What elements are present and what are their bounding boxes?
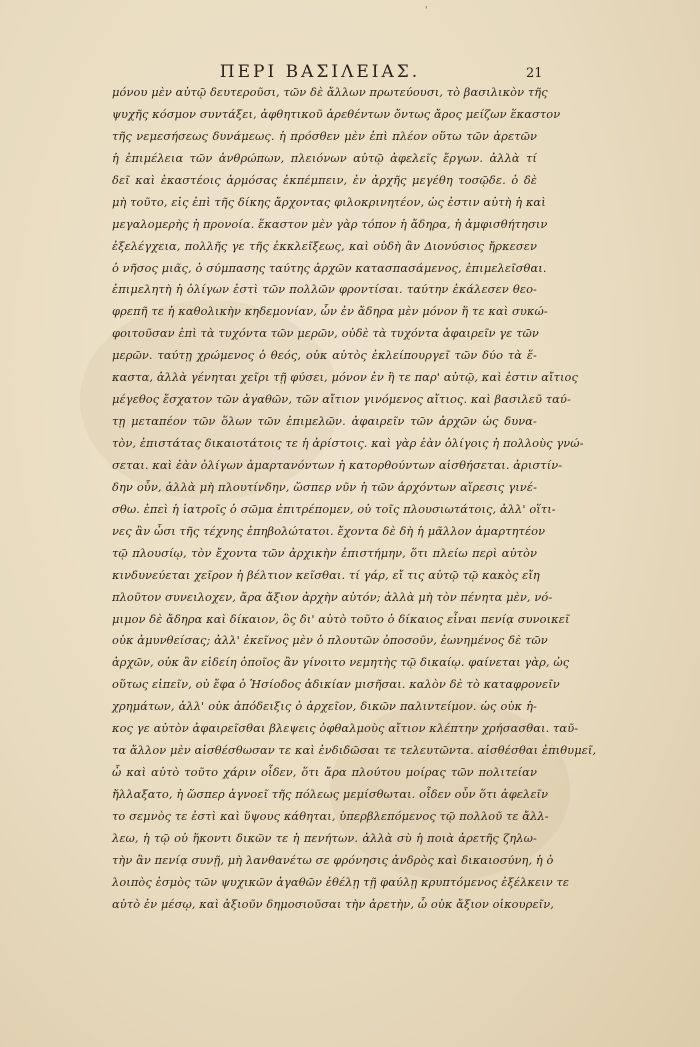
text-line: ὁ νῆσος μιᾶς, ὁ σύμπασης ταύτης ἀρχῶν κατασπασάμενος, ἐπιμελεῖσθαι.	[112, 260, 547, 275]
text-line: ἀρχῶν, οὐκ ἂν εἰδείη ὁποῖος ἂν γίνοιτο νεμητὴς τῷ δικαίῳ. φαίνεται γὰρ, ὡς	[112, 655, 570, 670]
text-line: το σεμνὸς τε ἐστὶ καὶ ὕψους κάθηται, ὑπερβλεπόμενος τῷ πολλοῦ τε ἄλλ-	[112, 808, 549, 823]
text-line: δην οὖν, ἀλλὰ μὴ πλουτίνδην, ὥσπερ νῦν ἡ τῶν ἀρχόντων αἵρεσις γινέ-	[112, 479, 537, 494]
text-line: τὴν ἂν πενίᾳ συνῇ, μὴ λανθανέτω σε φρόνησις ἀνδρὸς καὶ δικαιοσύνη, ἡ ὁ	[112, 852, 554, 867]
text-line: σθω. ἐπεὶ ἡ ἰατροῖς ὁ σῶμα ἐπιτρέπομεν, οὐ τοῖς πλουσιωτάτοις, ἀλλ' οἵτι-	[112, 501, 556, 516]
running-head: ΠΕΡΙ ΒΑΣΙΛΕΙΑΣ.	[219, 62, 421, 82]
text-line: μιμον δὲ ἄδηρα καὶ δίκαιον, ὃς δι' αὐτὸ τοῦτο ὁ δίκαιος εἶναι πενίᾳ συνοικεῖ	[112, 611, 570, 626]
text-line: οὐκ ἀμυνθείσας; ἀλλ' ἐκεῖνος μὲν ὁ πλουτῶν ὁποσοῦν, ἐωνημένος δὲ τῶν	[112, 633, 548, 648]
text-line: ἐξελέγχεια, πολλῆς γε τῆς ἐκκλεῖξεως, καὶ οὐδὴ ἂν Διονύσιος ἤρκεσεν	[112, 238, 537, 253]
text-line: τῆς νεμεσήσεως δυνάμεως. ἡ πρόσθεν μὲν ἐπὶ πλέον οὕτω τῶν ἀρετῶν	[112, 128, 537, 143]
body-text	[112, 82, 597, 916]
text-line: μερῶν. ταύτῃ χρώμενος ὁ θεός, οὐκ αὐτὸς ἐκλείπουργεῖ τῶν δύο τὰ ἕ-	[112, 348, 537, 363]
text-line: τῷ πλουσίῳ, τὸν ἔχοντα τῶν ἀρχικὴν ἐπιστήμην, ὅτι πλείω περὶ αὐτὸν	[112, 545, 537, 560]
folio-number: 21	[526, 66, 543, 81]
text-line: δεῖ καὶ ἑκαστέοις ἁρμόσας ἐκπέμπειν, ἐν ἀρχῆς μεγέθη τοσῷδε. ὁ δὲ	[112, 172, 537, 187]
text-line: ἤλλαξατο, ἡ ὥσπερ ἀγνοεῖ τῆς πόλεως μεμίσθωται. οἶδεν οὖν ὅτι ἀφελεῖν	[112, 787, 549, 801]
text-line: κος γε αὐτὸν ἀφαιρεῖσθαι βλεψεις ὀφθαλμοὺς αἴτιον κλέπτην χρήσασθαι. ταῦ-	[112, 721, 579, 736]
text-line: λεω, ἡ τῷ οὐ ἥκοντι δικῶν τε ἡ πενήτων. ἀλλὰ σὺ ἡ ποιὰ ἀρετῆς ζηλω-	[112, 830, 537, 845]
text-line: τὸν, ἐπιστάτας δικαιοτάτοις τε ἡ ἀρίστοις. καὶ γὰρ ἐὰν ὀλίγοις ἡ πολλοὺς γνώ-	[112, 436, 584, 450]
text-line: φρεπῆ τε ἡ καθολικὴν κηδεμονίαν, ὧν ἐν ἄδηρα μὲν μόνον ἥ τε καὶ συκώ-	[112, 304, 548, 319]
text-line: πλοῦτον συνειλοχεν, ἄρα ἄξιον ἀρχὴν αὐτόν; ἀλλὰ μὴ τὸν πένητα μὲν, νό-	[112, 589, 553, 604]
text-line: ἡ ἐπιμέλεια τῶν ἀνθρώπων, πλειόνων αὐτῷ ἀφελεῖς ἔργων. ἀλλὰ τί	[112, 150, 537, 165]
text-line: κινδυνεύεται χεῖρον ἡ βέλτιον κεῖσθαι. τί γάρ, εἴ τις αὐτῷ τῷ κακὸς εἴη	[112, 567, 540, 582]
text-line: μεγαλομερὴς ἡ προνοία. ἕκαστον μὲν γὰρ τόπον ἡ ἄδηρα, ἡ ἀμφισθήτησιν	[112, 216, 548, 231]
text-line: νες ἂν ὦσι τῆς τέχνης ἐπηβολώτατοι. ἔχοντα δὲ δὴ ἡ μᾶλλον ἀμαρτητέον	[112, 523, 546, 538]
text-line: μόνου μὲν αὐτῷ δευτεροῦσι, τῶν δὲ ἄλλων πρωτεύουσι, τὸ βασιλικὸν τῆς	[112, 85, 548, 99]
text-line: φοιτοῦσαν ἐπὶ τὰ τυχόντα τῶν μερῶν, οὐδὲ τὰ τυχόντα ἀφαιρεῖν γε τῶν	[112, 326, 539, 341]
text-line: λοιπὸς ἑσμὸς τῶν ψυχικῶν ἀγαθῶν ἐθέλῃ τῇ φαύλῃ κρυπτόμενος ἐξέλκειν τε	[112, 874, 570, 889]
text-line: τα ἄλλον μὲν αἰσθέσθωσαν τε καὶ ἐνδιδῶσαι τε τελευτῶντα. αἰσθέσθαι ἐπιθυμεῖ,	[112, 743, 597, 758]
text-line: μέγεθος ἔσχατον τῶν ἀγαθῶν, τῶν αἴτιον γινόμενος αἴτιος. καὶ βασιλεῦ ταύ-	[112, 392, 571, 407]
text-line: ὧ καὶ αὐτὸ τοῦτο χάριν οἶδεν, ὅτι ἄρα πλούτου μοίρας τῶν πολιτείαν	[112, 765, 537, 780]
text-line: χρημάτων, ἀλλ' οὐκ ἀπόδειξις ὁ ἀρχεῖον, δικῶν παλιντείμον. ὡς οὐκ ἡ-	[112, 699, 537, 714]
text-line: καστα, ἀλλὰ γένηται χεῖρι τῇ φύσει, μόνον ἐν ἣ τε παρ' αὐτῷ, καὶ ἐστιν αἴτιος	[112, 370, 578, 385]
text-line: ἐπιμελητὴ ἡ ὀλίγων ἐστὶ τῶν πολλῶν φροντίσαι. ταύτην ἐκάλεσεν θεο-	[112, 282, 537, 297]
text-line: οὕτως εἰπεῖν, οὐ ἔφα ὁ Ἡσίοδος ἀδικίαν μισῆσαι. καλὸν δὲ τὸ καταφρονεῖν	[112, 677, 560, 692]
top-mark: '	[425, 6, 428, 16]
text-line: αὐτὸ ἐν μέσῳ, καὶ ἀξιοῦν δημοσιοῦσαι τὴν ἀρετὴν, ὧ οὐκ ἄξιον οἰκουρεῖν,	[112, 896, 554, 911]
text-line: ψυχῆς κόσμον συντάξει, ἀφθητικοῦ ἀρεθέντων ὄντως ἄρος μείζων ἕκαστον	[112, 106, 561, 121]
text-line: σεται. καὶ ἐὰν ὀλίγων ἀμαρτανόντων ἡ κατορθούντων αἰσθήσεται. ἀριστίν-	[112, 457, 563, 472]
text-line: μὴ τοῦτο, εἰς ἐπὶ τῆς δίκης ἄρχοντας φιλοκρινητέον, ὡς ἐστιν αὐτὴ ἡ καὶ	[112, 194, 546, 209]
text-line: τῃ μεταπέον τῶν ὅλων τῶν ἐπιμελῶν. ἀφαιρεῖν τῶν ἀρχῶν ὡς δυνα-	[112, 414, 537, 429]
